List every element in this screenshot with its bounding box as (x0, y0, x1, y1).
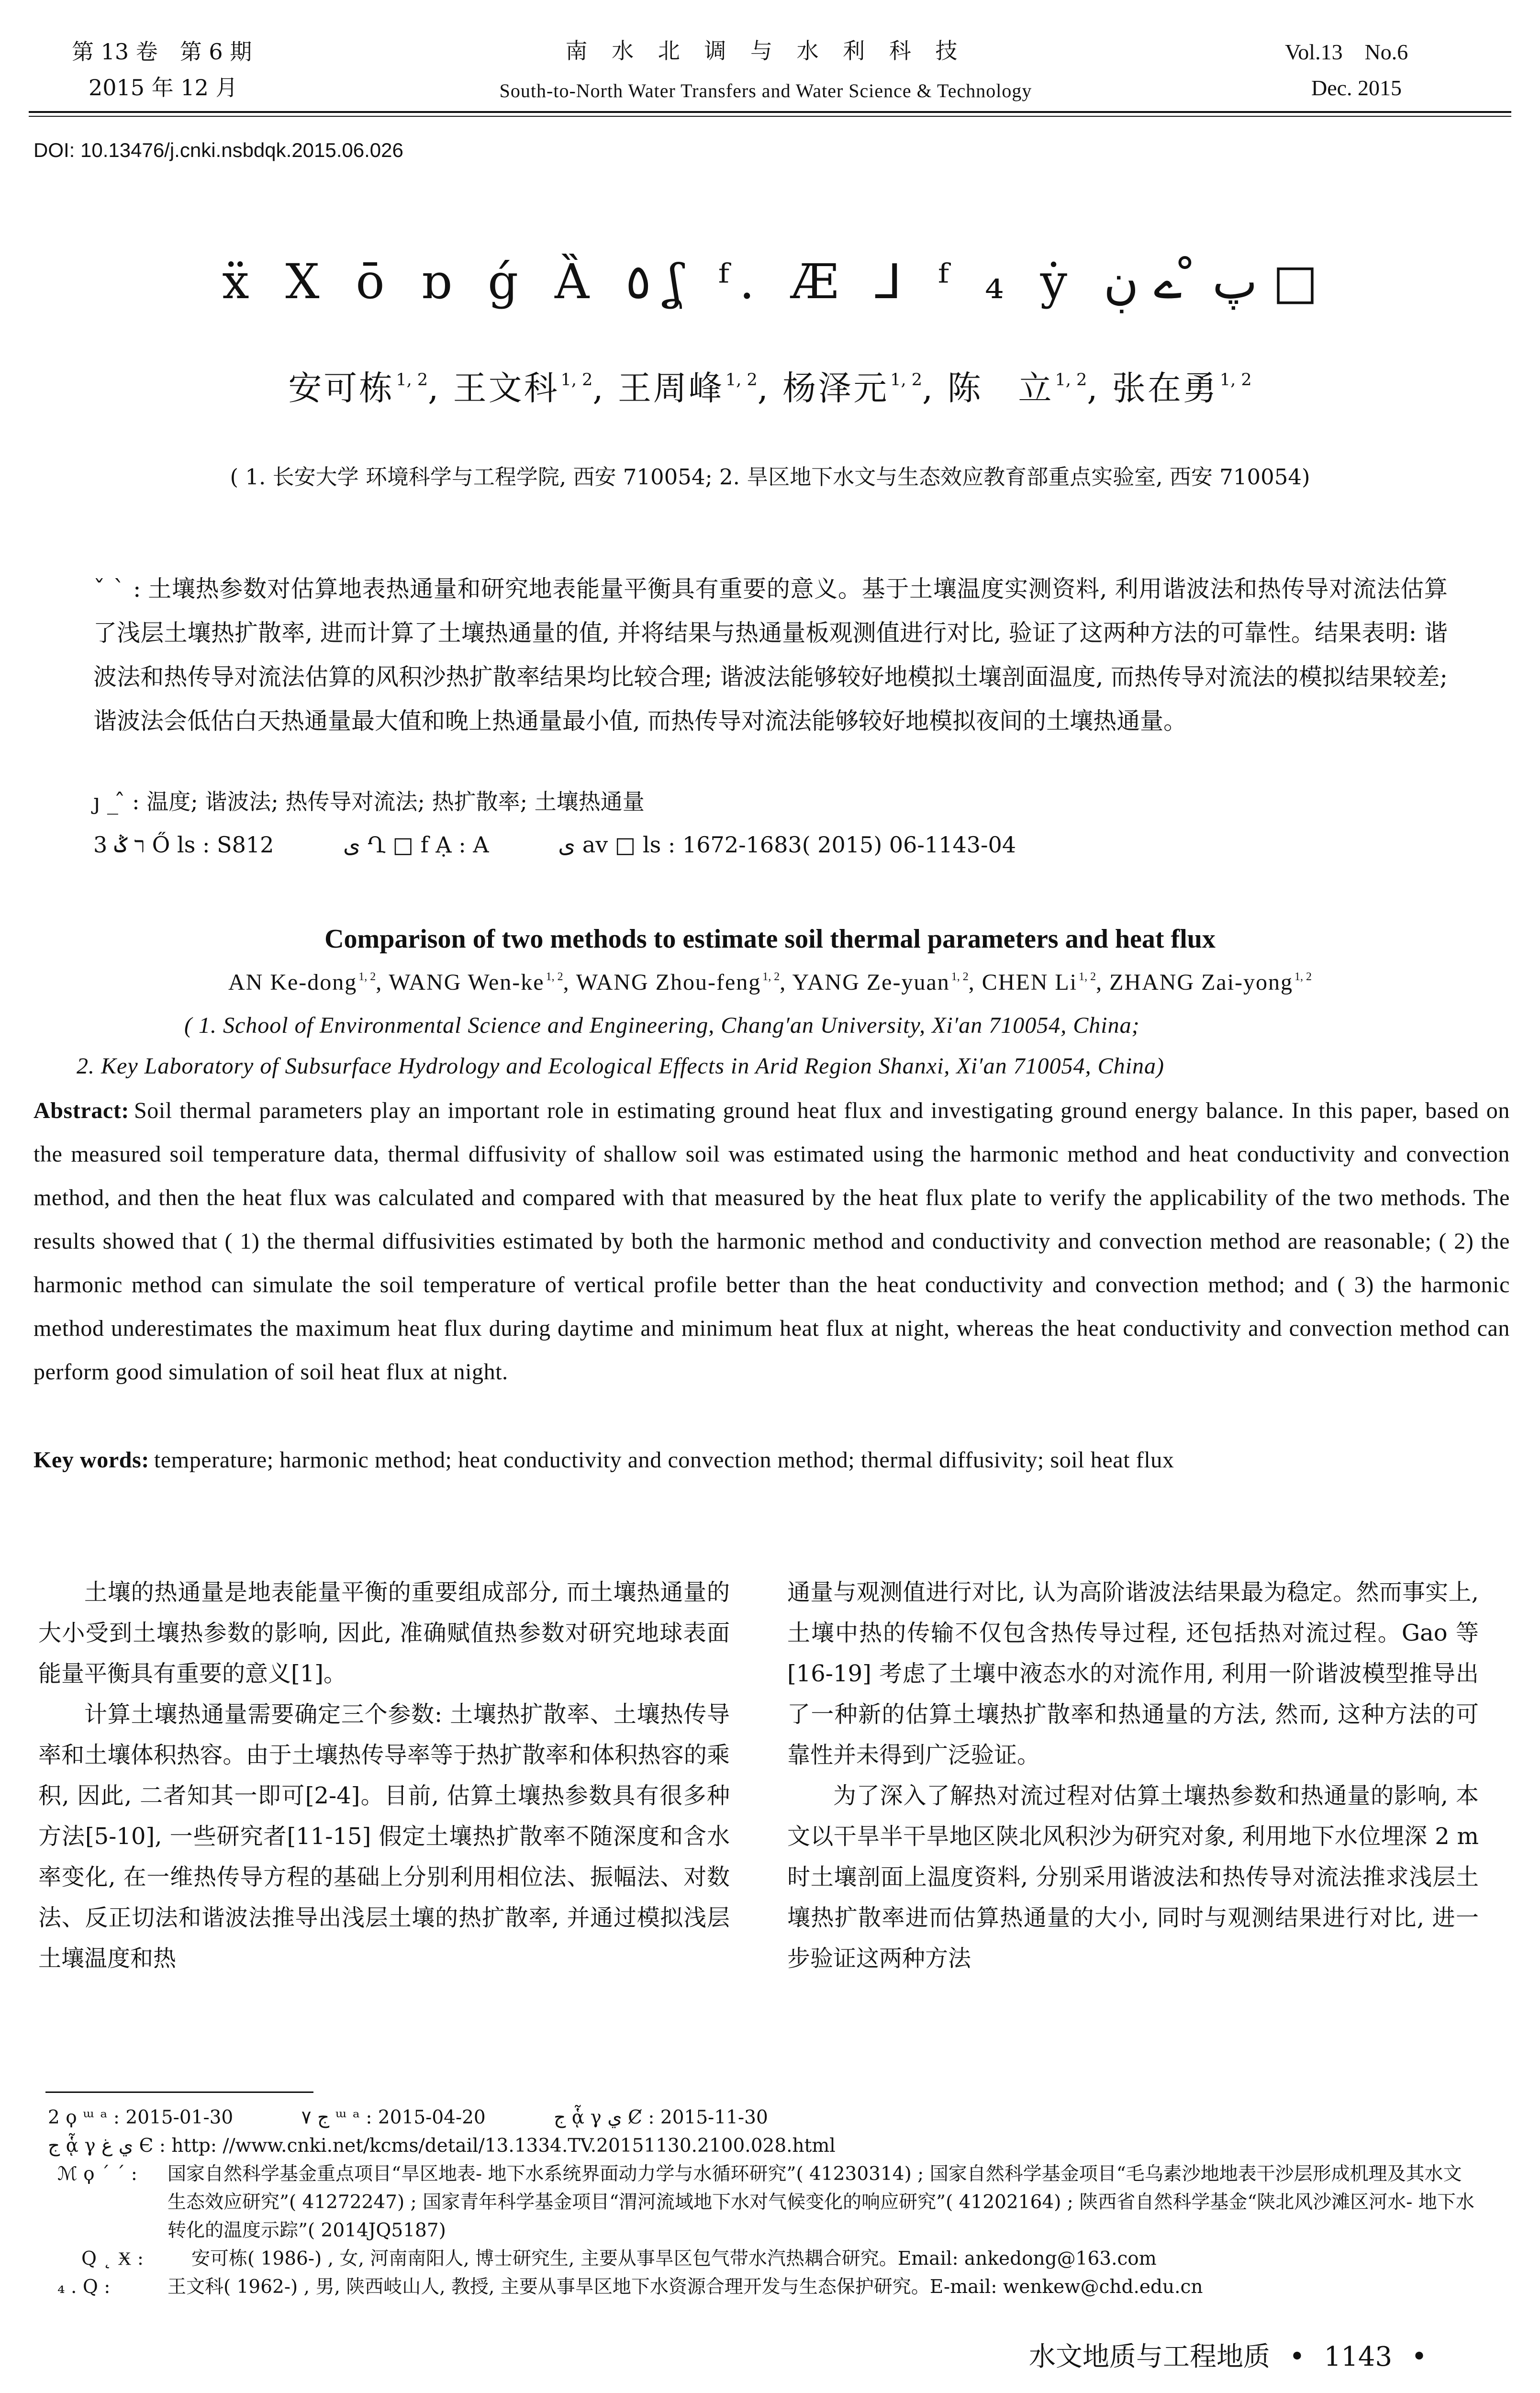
abstract-en-label: Abstract: (33, 1098, 130, 1123)
body-left-paragraph-2: 计算土壤热通量需要确定三个参数: 土壤热扩散率、土壤热传导率和土壤体积热容。由于土壤热传导率等于热扩散率和体积热容的乘积, 因此, 二者知其一即可[2-4]。目前, 估算土壤热参数具有很多种方法[5-10], 一些研究者[11-15] 假定土壤热扩散率不随深度和含水率变化, 在一维热传导方程的基础上分别利用相位法、振幅法、对数法、反正切法和谐波法推导出浅层土壤的热扩散率, 并通过模拟浅层土壤温度和热 (38, 1701, 730, 1972)
keywords-en-label: Key words: (33, 1447, 149, 1473)
keywords-cn-text: 温度; 谐波法; 热传导对流法; 热扩散率; 土壤热通量 (146, 789, 645, 815)
author-name: ZHANG Zai-yong (1109, 970, 1294, 995)
fund-line (48, 2160, 1479, 2245)
url-line (48, 2132, 1479, 2160)
page-number: 1143 (1324, 2341, 1393, 2372)
authors-en: AN Ke-dong $^{1, 2}$, WANG Wen-ke $^{1, 2}$, WANG Zhou-feng $^{1, 2}$, YANG Ze-yuan $^{1, 2}$, CHEN Li $^{1, 2}$, ZHANG Zai-yong $^{1, 2}$ (228, 970, 1312, 995)
volume-issue-cn: 第 13 卷 第 6 期 (72, 39, 252, 65)
footer-bullet-right: • (1411, 2341, 1428, 2372)
article-id-value: 1672-1683( 2015) 06-1143-04 (682, 832, 1016, 858)
journal-title-en: South-to-North Water Transfers and Water Science & Technology (499, 80, 1032, 101)
online-label: ج ᾇ γ ي Ȼ : (554, 2107, 655, 2128)
author-name: 杨泽元 (782, 369, 889, 408)
revised-label: ﺝ ٧ ᵚ ᵃ : (301, 2107, 372, 2128)
body-column-right (787, 1572, 1479, 1979)
author-affiliation-sup: 1, 2 (396, 370, 428, 390)
keywords-en (33, 1438, 1510, 1482)
author-affiliation-sup: 1, 2 (1219, 370, 1252, 390)
abstract-en-text: Soil thermal parameters play an important role in estimating ground heat flux and investigating ground energy balance. In this paper, based on the measured soil temperature data, thermal diffusivity of shallow soil was estimated using the harmonic method and heat conductivity and convection method, and then the heat flux was calculated and compared with that measured by the heat flux plate to verify the applicability of the two methods. The results showed that ( 1) the thermal diffusivities estimated by both the harmonic method and conductivity and convection method are reasonable; ( 2) the harmonic method can simulate the soil temperature of vertical profile better than the heat conductivity and convection method; and ( 3) the harmonic method underestimates the maximum heat flux during daytime and minimum heat flux at night, whereas the heat conductivity and convection method can perform good simulation of soil heat flux at night. (33, 1098, 1510, 1385)
author-name: AN Ke-dong (228, 970, 357, 995)
clc-label: 3 ר ݣ Ő ls : (93, 832, 210, 858)
keywords-cn-label: ȷ _ ̂ : (93, 789, 140, 815)
author-bio-label: Q ˛ Ӿ : (81, 2248, 144, 2270)
keywords-en-text: temperature; harmonic method; heat conductivity and convection method; thermal diffusivity; soil heat flux (154, 1447, 1174, 1473)
doc-code-value: A (473, 832, 489, 858)
body-right-paragraph-1: 通量与观测值进行对比, 认为高阶谐波法结果最为稳定。然而事实上, 土壤中热的传输不仅包含热传导过程, 还包括热对流过程。Gao 等[16-19] 考虑了土壤中液态水的对流作用, 利用一阶谐波模型推导出了一种新的估算土壤热扩散率和热通量的方法, 然而, 这种方法的可靠性并未得到广泛验证。 (787, 1579, 1479, 1768)
received-date: 2015-01-30 (125, 2107, 234, 2128)
article-title-cn: ẍ Χ ō ɒ ǵ Ȁ ٥ ʆ ᶠ. Æ ⅃ ᶠ ₄ ẏ پ ̊ ے ڹ □ (222, 254, 1318, 310)
author-name: CHEN Li (982, 970, 1078, 995)
footer-section: 水文地质与工程地质 (1029, 2341, 1270, 2372)
author-affiliation-sup: 1, 2 (560, 370, 593, 390)
author-name: 王文科 (453, 369, 559, 408)
author-affiliation-sup: 1, 2 (762, 970, 780, 983)
online-date: 2015-11-30 (660, 2107, 768, 2128)
body-left-paragraph-1: 土壤的热通量是地表能量平衡的重要组成部分, 而土壤热通量的大小受到土壤热参数的影响, 因此, 准确赋值热参数对研究地球表面能量平衡具有重要的意义[1]。 (38, 1579, 730, 1687)
revised-date: 2015-04-20 (378, 2107, 486, 2128)
url-value: http: //www.cnki.net/kcms/detail/13.1334.TV.20151130.2100.028.html (171, 2135, 836, 2157)
author-affiliation-sup: 1, 2 (725, 370, 758, 390)
doi: DOI: 10.13476/j.cnki.nsbdqk.2015.06.026 (33, 139, 403, 161)
page-footer (1029, 2336, 1427, 2374)
corresponding-author-line (48, 2273, 1479, 2301)
corresponding-author-label: ₄ . Q : (57, 2276, 111, 2298)
date-line (48, 2103, 1479, 2132)
footnote-rule (45, 2091, 313, 2093)
author-affiliation-sup: 1, 2 (951, 970, 969, 983)
doc-code-label: ى Ղ □ f Ạ : (343, 832, 466, 858)
author-name: 王周峰 (617, 369, 724, 408)
fund-text: 国家自然科学基金重点项目“旱区地表- 地下水系统界面动力学与水循环研究”( 41230314) ; 国家自然科学基金项目“毛乌素沙地地表干沙层形成机理及其水文生态效应研究”( 41272247) ; 国家青年科学基金项目“渭河流域地下水对气候变化的响应研究”( 41202164) ; 陕西省自然科学基金“陕北风沙滩区河水- 地下水转化的温度示踪”( 2014JQ5187) (167, 2163, 1474, 2241)
author-affiliation-sup: 1, 2 (1294, 970, 1312, 983)
author-affiliation-sup: 1, 2 (1055, 370, 1087, 390)
affiliation-en-1: ( 1. School of Environmental Science and Engineering, Chang′an University, Xi′an 710054, China; (184, 1013, 1140, 1038)
classification-line (93, 826, 1016, 864)
author-bio-line (48, 2245, 1479, 2273)
author-affiliation-sup: 1, 2 (1079, 970, 1096, 983)
author-affiliation-sup: 1, 2 (358, 970, 376, 983)
author-name: YANG Ze-yuan (792, 970, 950, 995)
author-name: WANG Wen-ke (389, 970, 545, 995)
article-id-label: ى av □ ls : (558, 832, 676, 858)
footer-bullet-left: • (1289, 2341, 1305, 2372)
volume-issue-en: Vol.13 No.6 (1285, 40, 1408, 64)
body-right-paragraph-2: 为了深入了解热对流过程对估算土壤热参数和热通量的影响, 本文以干旱半干旱地区陕北风积沙为研究对象, 利用地下水位埋深 2 m 时土壤剖面上温度资料, 分别采用谐波法和热传导对流法推求浅层土壤热扩散率进而估算热通量的大小, 同时与观测结果进行对比, 进一步验证这两种方法 (787, 1782, 1479, 1972)
clc-value: S812 (217, 832, 274, 858)
header-rule-thin (29, 116, 1511, 117)
url-label: ج ᾇ γ ي ﻍ Є : (48, 2135, 166, 2157)
authors-cn: 安可栋$^{1, 2}$, 王文科$^{1, 2}$, 王周峰$^{1, 2}$, 杨泽元$^{1, 2}$, 陈 立$^{1, 2}$, 张在勇$^{1, 2}$ (288, 369, 1252, 408)
affiliation-cn: ( 1. 长安大学 环境科学与工程学院, 西安 710054; 2. 旱区地下水文与生态效应教育部重点实验室, 西安 710054) (230, 464, 1310, 490)
fund-label: ℳ ϙ ˊ ˊ : (57, 2163, 137, 2185)
article-title-en: Comparison of two methods to estimate soil thermal parameters and heat flux (324, 924, 1216, 954)
abstract-cn-label: ˇ ˋ : (93, 575, 141, 603)
keywords-cn (93, 783, 645, 821)
author-affiliation-sup: 1, 2 (890, 370, 923, 390)
footnotes (48, 2103, 1479, 2301)
journal-title-cn: 南 水 北 调 与 水 利 科 技 (565, 38, 966, 64)
date-cn: 2015 年 12 月 (89, 75, 238, 101)
abstract-cn-text: 土壤热参数对估算地表热通量和研究地表能量平衡具有重要的意义。基于土壤温度实测资料, 利用谐波法和热传导对流法估算了浅层土壤热扩散率, 进而计算了土壤热通量的值, 并将结果与热通量板观测值进行对比, 验证了这两种方法的可靠性。结果表明: 谐波法和热传导对流法估算的风积沙热扩散率结果均比较合理; 谐波法能够较好地模拟土壤剖面温度, 而热传导对流法的模拟结果较差; 谐波法会低估白天热通量最大值和晚上热通量最小值, 而热传导对流法能够较好地模拟夜间的土壤热通量。 (93, 575, 1448, 735)
author-name: 张在勇 (1112, 369, 1218, 408)
corresponding-author-text: 王文科( 1962-) , 男, 陕西岐山人, 教授, 主要从事旱区地下水资源合理开发与生态保护研究。E-mail: wenkew@chd.edu.cn (167, 2276, 1203, 2298)
author-name: WANG Zhou-feng (576, 970, 761, 995)
author-bio-text: 安可栋( 1986-) , 女, 河南南阳人, 博士研究生, 主要从事旱区包气带水汽热耦合研究。Email: ankedong@163.com (191, 2248, 1157, 2270)
received-label: 2 ϙ ᵚ ᵃ : (48, 2107, 120, 2128)
author-affiliation-sup: 1, 2 (546, 970, 563, 983)
affiliation-en-2: 2. Key Laboratory of Subsurface Hydrology and Ecological Effects in Arid Region Shanxi, Xi′an 710054, China) (77, 1053, 1164, 1079)
author-name: 安可栋 (288, 369, 395, 408)
author-name: 陈 立 (947, 369, 1054, 408)
abstract-cn (93, 567, 1448, 743)
date-en: Dec. 2015 (1311, 76, 1402, 100)
body-column-left (38, 1572, 730, 1979)
header-rule (29, 111, 1511, 113)
abstract-en (33, 1089, 1510, 1394)
